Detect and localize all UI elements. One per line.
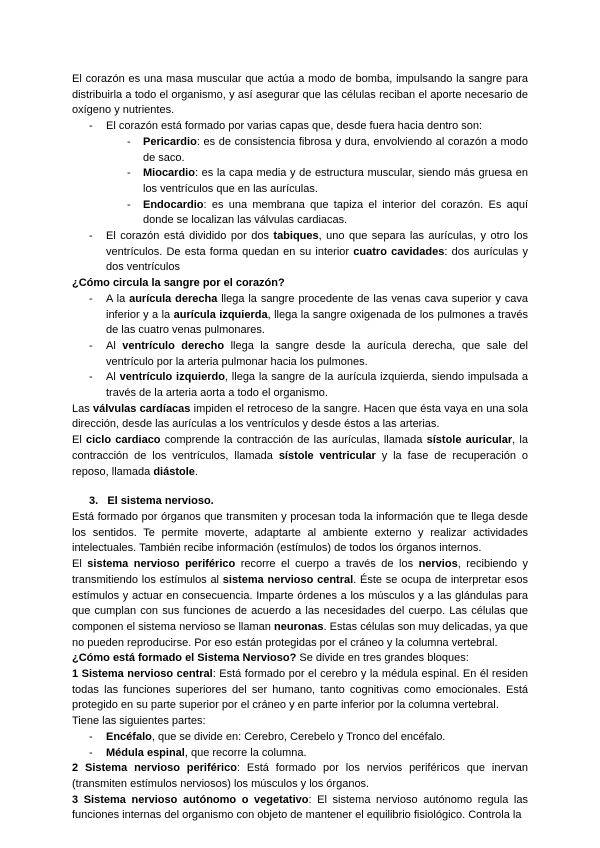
part-item-medula: - Médula espinal, que recorre la columna. (72, 746, 528, 762)
valves-paragraph: Las válvulas cardíacas impiden el retroceso de la sangre. Hacen que ésta vaya en una sola dirección, desde las aurículas a los ventrículos y desde éstos a las arterias. (72, 402, 528, 431)
structure-question: ¿Cómo está formado el Sistema Nervioso? Se divide en tres grandes bloques: (72, 652, 469, 665)
circulation-item-auriculas: - A la aurícula derecha llega la sangre procedente de las venas cava superior y cava inferior y a la aurícula izquierda, llega la sangre oxigenada de los pulmones a través de las cuatro venas pulmonares. (89, 292, 529, 337)
peripheral-central-paragraph: El sistema nervioso periférico recorre el cuerpo a través de los nervios, recibiendo y transmitiendo los estímulos al sistema nervioso central. Éste se ocupa de interpretar esos estímulos y actuar en consecuencia. Imparte órdenes a los músculos y a las glándulas para que cumplan con sus funciones de acuerdo a las necesidades del cuerpo. Las células que componen el sistema nervioso se llaman neuronas. Estas células son muy delicadas, ya que no pueden reproducirse. Por eso están protegidas por el cráneo y la columna vertebral. (72, 558, 528, 649)
circulation-item-ventriculo-derecho: - Al ventrículo derecho llega la sangre desde la aurícula derecha, que sale del ventrículo por la arteria pulmonar hacia los pulmones. (89, 339, 528, 368)
bullet-dash: - (89, 371, 93, 384)
bullet-dash: - (89, 292, 93, 305)
bullet-dash: - (89, 730, 93, 743)
part-item-encefalo: - Encéfalo, que se divide en: Cerebro, Cerebelo y Tronco del encéfalo. (72, 730, 528, 746)
layer-item-endocardio: - Endocardio: es una membrana que tapiza el interior del corazón. Es aquí donde se localizan las válvulas cardiacas. (127, 198, 528, 227)
heart-intro: El corazón es una masa muscular que actúa a modo de bomba, impulsando la sangre para distribuirla a todo el organismo, y así asegurar que las células reciban el aporte necesario de oxígeno y nutrientes. (72, 73, 528, 117)
autonomic-system-paragraph: 3 Sistema nervioso autónomo o vegetativo: El sistema nervioso autónomo regula las funciones internas del organismo con objeto de mantener el equilibrio fisiológico. Controla la (72, 793, 528, 822)
cardiac-cycle-paragraph: El ciclo cardiaco comprende la contracción de las aurículas, llamada sístole auricular, la contracción de los ventrículos, llamada sístole ventricular y la fase de recuperación o reposo, llamada diástole. (72, 434, 528, 478)
central-system-paragraph: 1 Sistema nervioso central: Está formado por el cerebro y la médula espinal. En él residen todas las funciones superiores del ser humano, tanto cognitivas como emocionales. Está protegido en su parte superior por el cráneo y en parte inferior por la columna vertebral. (72, 668, 528, 712)
bullet-dash: - (127, 135, 131, 148)
bullet-dash: - (127, 198, 131, 211)
division-item: - El corazón está dividido por dos tabiques, uno que separa las aurículas, y otro los ventrículos. De esta forma quedan en su interior cuatro cavidades: dos aurículas y dos ventrículos (89, 230, 528, 274)
layer-item-miocardio: - Miocardio: es la capa media y de estructura muscular, siendo más gruesa en los ventrículos que en las aurículas. (127, 167, 528, 195)
peripheral-system-paragraph: 2 Sistema nervioso periférico: Está formado por los nervios periféricos que inervan (transmiten estímulos nerviosos) los músculos y los órganos. (72, 762, 529, 790)
circulation-item-ventriculo-izquierdo: - Al ventrículo izquierdo, llega la sangre de la aurícula izquierda, siendo impulsada a través de la arteria aorta a todo el organismo. (89, 371, 529, 400)
bullet-dash: - (89, 746, 93, 759)
bullet-dash: - (89, 120, 93, 133)
parts-intro: Tiene las siguientes partes: (72, 715, 206, 728)
circulation-question: ¿Cómo circula la sangre por el corazón? (72, 277, 285, 290)
bullet-dash: - (89, 230, 93, 243)
section-heading-nervous-system: 3. El sistema nervioso. (89, 495, 214, 508)
layers-intro-item: - El corazón está formado por varias capas que, desde fuera hacia dentro son: (72, 119, 528, 135)
document-body (72, 72, 528, 824)
nervous-intro: Está formado por órganos que transmiten y procesan toda la información que te llega desde los sentidos. Te permite moverte, adaptarte al ambiente externo y realizar actividades intelectuales. También recibe información (estímulos) de todos los órganos internos. (72, 510, 528, 555)
layer-item-pericardio: - Pericardio: es de consistencia fibrosa y dura, envolviendo al corazón a modo de saco. (127, 135, 528, 164)
bullet-dash: - (127, 167, 131, 180)
bullet-dash: - (89, 339, 93, 352)
